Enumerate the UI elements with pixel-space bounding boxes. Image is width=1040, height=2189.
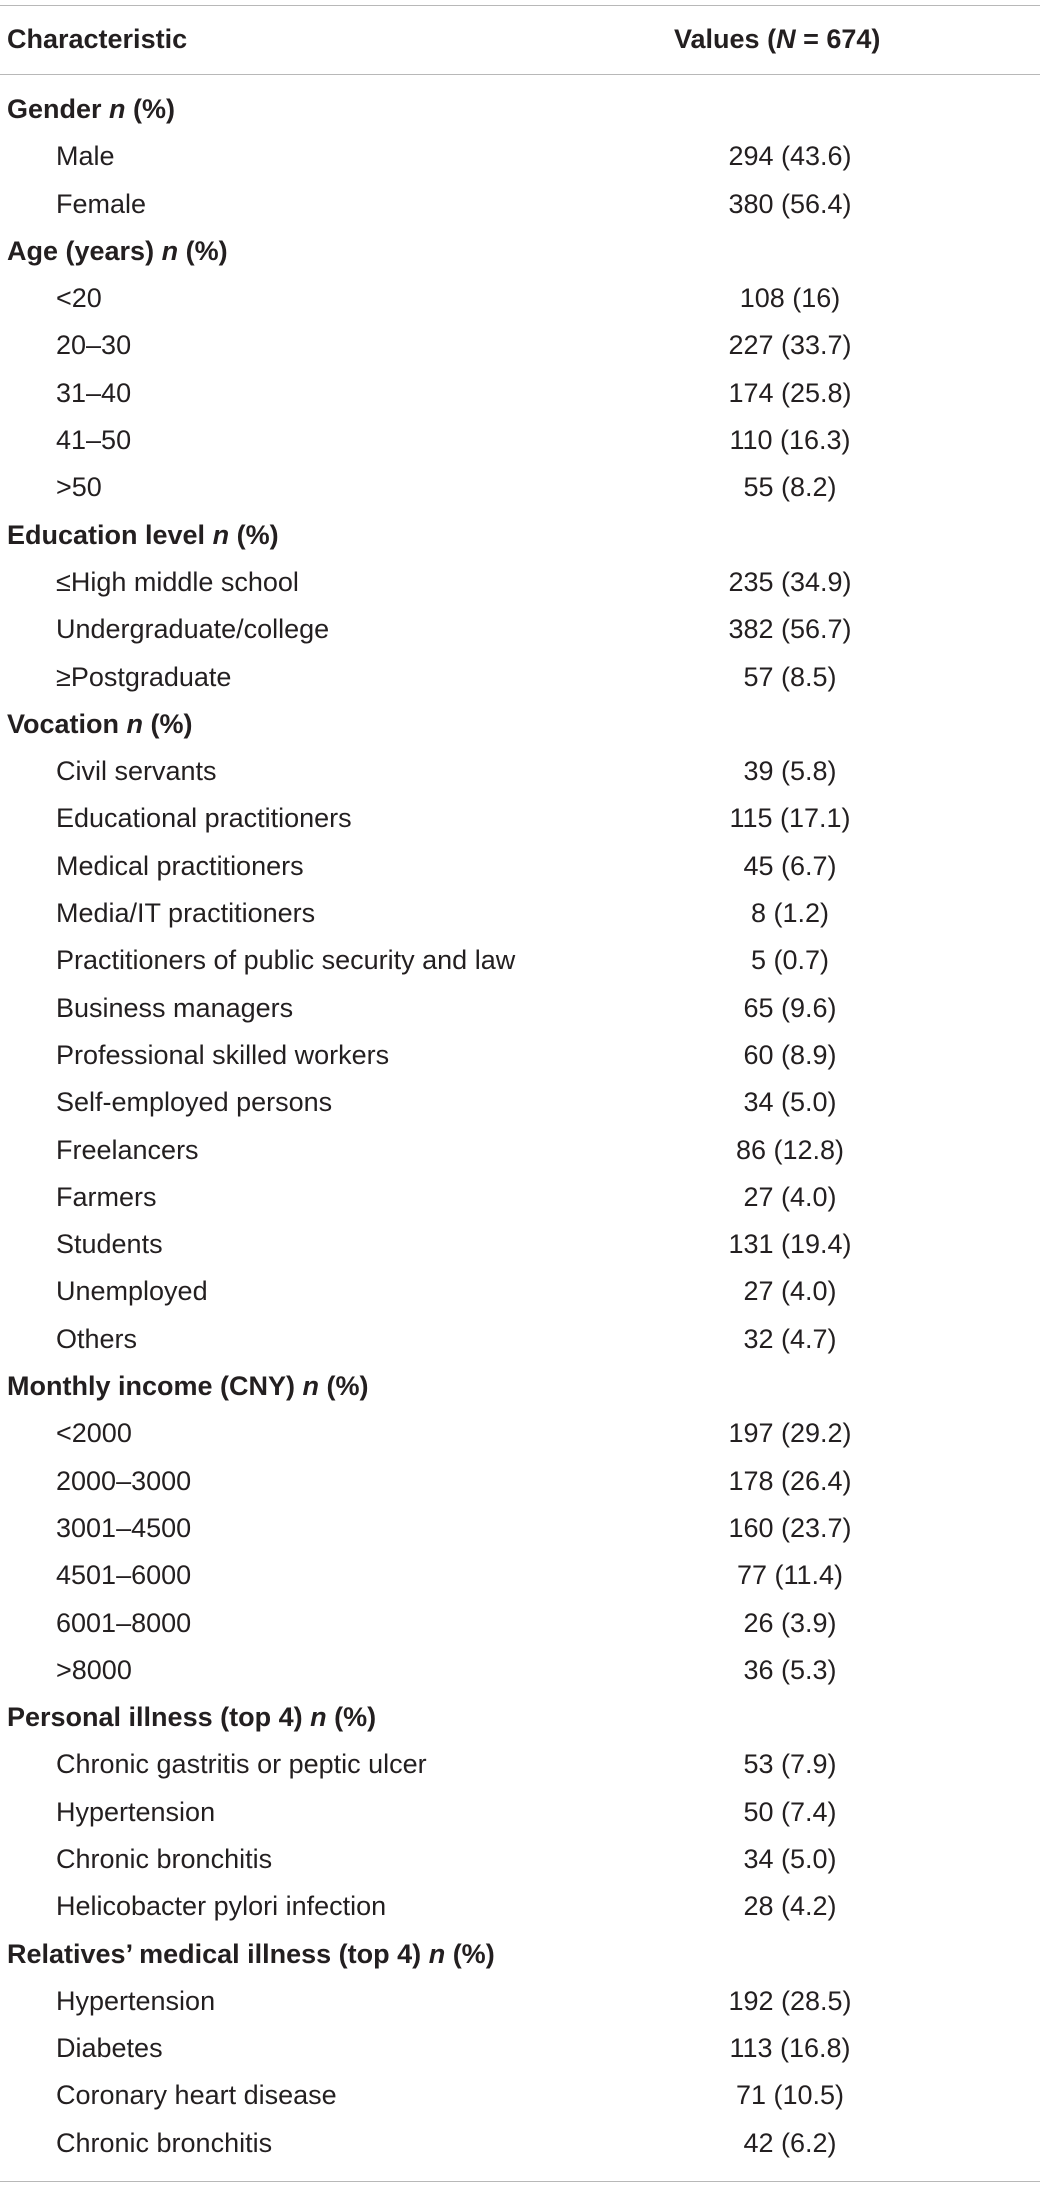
row-label: 31–40: [56, 377, 132, 408]
row-value: 45 (6.7): [743, 850, 837, 881]
section-header-row: [0, 228, 1040, 275]
row-label: Students: [56, 1229, 163, 1260]
table-row: [0, 843, 1040, 890]
row-value: 235 (34.9): [728, 566, 852, 597]
table-row: [0, 1978, 1040, 2025]
section-title: [7, 228, 228, 275]
table-row: [0, 2025, 1040, 2072]
table-row: [0, 1079, 1040, 1126]
row-label: Educational practitioners: [56, 803, 352, 834]
table-row: [0, 1836, 1040, 1883]
row-label: Media/IT practitioners: [56, 898, 316, 929]
row-value: 77 (11.4): [736, 1560, 844, 1591]
section-title-text: Age (years): [7, 235, 155, 266]
header-values-n: N: [776, 24, 796, 54]
row-value: 26 (3.9): [743, 1607, 837, 1638]
table-row: [0, 1221, 1040, 1268]
table-row: [0, 1505, 1040, 1552]
row-label: Chronic gastritis or peptic ulcer: [56, 1749, 427, 1780]
section-header-row: [0, 1931, 1040, 1978]
row-value: 110 (16.3): [729, 425, 851, 456]
row-label: Male: [56, 141, 115, 172]
table-row: [0, 606, 1040, 653]
table-body: [0, 86, 1040, 2167]
row-value: 57 (8.5): [743, 661, 837, 692]
row-label: Hypertension: [56, 1796, 216, 1827]
row-label: <20: [56, 283, 102, 314]
table-row: [0, 1789, 1040, 1836]
row-label: Female: [56, 188, 147, 219]
table-row: [0, 133, 1040, 180]
table-bottom-rule: [0, 2181, 1040, 2182]
table-row: [0, 417, 1040, 464]
section-title: [7, 1931, 495, 1978]
row-value: 8 (1.2): [750, 898, 830, 929]
table-row: [0, 1268, 1040, 1315]
table-row: [0, 985, 1040, 1032]
section-title: [7, 86, 175, 133]
row-value: 27 (4.0): [743, 1181, 837, 1212]
row-label: 6001–8000: [56, 1607, 192, 1638]
row-value: 71 (10.5): [735, 2080, 845, 2111]
row-label: 4501–6000: [56, 1560, 192, 1591]
row-label: Chronic bronchitis: [56, 1843, 273, 1874]
table-row: [0, 370, 1040, 417]
section-title-text: Monthly income (CNY): [7, 1371, 295, 1402]
table-row: [0, 1552, 1040, 1599]
section-header-row: [0, 86, 1040, 133]
table-row: [0, 1316, 1040, 1363]
table-row: [0, 2072, 1040, 2119]
row-value: 60 (8.9): [743, 1039, 837, 1070]
table-row: [0, 937, 1040, 984]
header-values-prefix: Values (: [674, 24, 777, 54]
row-value: 5 (0.7): [750, 945, 830, 976]
section-title: [7, 1694, 376, 1741]
table-header: [0, 5, 1040, 74]
row-label: Professional skilled workers: [56, 1039, 390, 1070]
row-value: 50 (7.4): [743, 1796, 837, 1827]
row-label: Practitioners of public security and law: [56, 945, 516, 976]
row-value: 174 (25.8): [728, 377, 852, 408]
row-label: Coronary heart disease: [56, 2080, 337, 2111]
section-title-n: n: [302, 1371, 320, 1402]
section-title: [7, 1363, 369, 1410]
header-characteristic: Characteristic: [7, 24, 188, 54]
row-value: 34 (5.0): [743, 1843, 837, 1874]
row-label: ≤High middle school: [56, 566, 299, 597]
table-row: [0, 1600, 1040, 1647]
row-label: Others: [56, 1323, 138, 1354]
section-title-percent: (%): [178, 235, 228, 266]
row-value: 113 (16.8): [729, 2033, 851, 2064]
row-value: 28 (4.2): [743, 1891, 837, 1922]
row-value: 53 (7.9): [743, 1749, 837, 1780]
section-title-percent: (%): [125, 94, 176, 124]
row-value: 32 (4.7): [743, 1323, 837, 1354]
row-value: 55 (8.2): [743, 472, 837, 503]
section-title-percent: (%): [319, 1371, 369, 1402]
table-row: [0, 181, 1040, 228]
row-label: Unemployed: [56, 1276, 208, 1307]
table-row: [0, 322, 1040, 369]
row-label: Self-employed persons: [56, 1087, 333, 1118]
section-title-n: n: [310, 1702, 327, 1733]
row-value: 42 (6.2): [743, 2127, 837, 2158]
section-title-text: Personal illness (top 4): [7, 1702, 303, 1733]
table-header-rule: [0, 74, 1040, 75]
row-label: >50: [56, 472, 102, 503]
row-value: 115 (17.1): [729, 803, 851, 834]
row-label: 41–50: [56, 425, 132, 456]
row-value: 39 (5.8): [743, 756, 837, 787]
row-label: <2000: [56, 1418, 132, 1449]
row-value: 227 (33.7): [728, 330, 852, 361]
section-title-n: n: [161, 235, 179, 266]
row-label: Farmers: [56, 1181, 157, 1212]
row-value: 27 (4.0): [743, 1276, 837, 1307]
section-title: [7, 512, 279, 559]
row-value: 192 (28.5): [728, 1985, 852, 2016]
row-label: Business managers: [56, 992, 294, 1023]
section-title-percent: (%): [229, 519, 279, 550]
row-label: Helicobacter pylori infection: [56, 1891, 387, 1922]
section-title-n: n: [428, 1938, 446, 1969]
section-header-row: [0, 1694, 1040, 1741]
row-value: 34 (5.0): [743, 1087, 837, 1118]
table-row: [0, 1174, 1040, 1221]
table-row: [0, 1410, 1040, 1457]
table-row: [0, 2120, 1040, 2167]
header-values: [674, 5, 880, 74]
section-title: [7, 701, 193, 748]
row-label: Chronic bronchitis: [56, 2127, 273, 2158]
row-label: Diabetes: [56, 2033, 163, 2064]
section-title-text: Relatives’ medical illness (top 4): [7, 1938, 422, 1969]
row-label: 3001–4500: [56, 1512, 192, 1543]
section-title-n: n: [126, 708, 144, 739]
section-title-text: Education level: [7, 519, 206, 550]
section-header-row: [0, 701, 1040, 748]
section-title-text: Vocation: [7, 708, 120, 739]
table-row: [0, 654, 1040, 701]
section-title-percent: (%): [326, 1702, 377, 1733]
table-row: [0, 1741, 1040, 1788]
row-value: 108 (16): [739, 283, 841, 314]
table-row: [0, 1032, 1040, 1079]
table-row: [0, 275, 1040, 322]
row-label: Undergraduate/college: [56, 614, 330, 645]
row-value: 294 (43.6): [728, 141, 852, 172]
section-title-n: n: [109, 94, 126, 124]
table-row: [0, 559, 1040, 606]
section-title-n: n: [212, 519, 230, 550]
row-value: 160 (23.7): [728, 1512, 852, 1543]
table-row: [0, 1127, 1040, 1174]
table-row: [0, 748, 1040, 795]
section-title-text: Gender: [7, 94, 102, 124]
section-header-row: [0, 512, 1040, 559]
table-row: [0, 890, 1040, 937]
row-label: Medical practitioners: [56, 850, 304, 881]
row-value: 178 (26.4): [728, 1465, 852, 1496]
row-label: ≥Postgraduate: [56, 661, 232, 692]
row-value: 131 (19.4): [728, 1229, 852, 1260]
section-title-percent: (%): [143, 708, 193, 739]
row-label: 20–30: [56, 330, 132, 361]
row-value: 380 (56.4): [728, 188, 852, 219]
table-row: [0, 795, 1040, 842]
section-header-row: [0, 1363, 1040, 1410]
row-value: 65 (9.6): [743, 992, 837, 1023]
table-row: [0, 1883, 1040, 1930]
table-row: [0, 1458, 1040, 1505]
table-row: [0, 464, 1040, 511]
row-label: Hypertension: [56, 1985, 216, 2016]
row-value: 197 (29.2): [728, 1418, 852, 1449]
row-label: 2000–3000: [56, 1465, 192, 1496]
row-label: Civil servants: [56, 756, 217, 787]
row-value: 382 (56.7): [728, 614, 852, 645]
row-label: Freelancers: [56, 1134, 199, 1165]
row-value: 86 (12.8): [735, 1134, 845, 1165]
section-title-percent: (%): [445, 1938, 495, 1969]
row-label: >8000: [56, 1654, 132, 1685]
row-value: 36 (5.3): [743, 1654, 837, 1685]
header-values-suffix: = 674): [795, 24, 881, 54]
table-row: [0, 1647, 1040, 1694]
